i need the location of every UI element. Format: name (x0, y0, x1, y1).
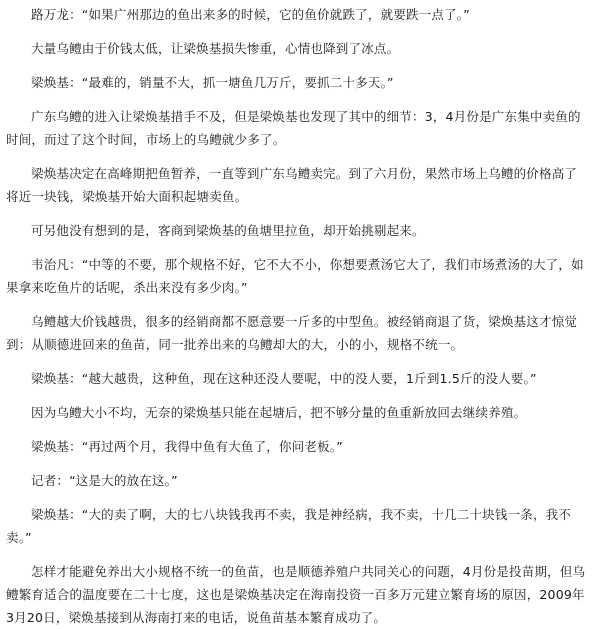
article-paragraph: 梁焕基：“最难的，销量不大，抓一塘鱼几万斤，要抓二十多天。” (31, 75, 394, 90)
article-paragraph: 记者：“这是大的放在这。” (31, 473, 178, 488)
article-paragraph: 怎样才能避免养出大小规格不统一的鱼苗，也是顺德养殖户共同关心的问题，4月份是投苗期，但乌鳢繁育适合的温度要在二十七度，这也是梁焕基决定在海南投资一百多万元建立繁育场的原因，2009年3月20日，梁焕基接到从海南打来的电话，说鱼苗基本繁育成功了。 (6, 564, 586, 625)
paragraph-gap (6, 549, 588, 560)
paragraph-gap (6, 26, 588, 37)
paragraph-gap (6, 94, 588, 105)
article-paragraph: 梁焕基决定在高峰期把鱼暂养，一直等到广东乌鳢卖完。到了六月份，果然市场上乌鳢的价格高了将近一块钱，梁焕基开始大面积起塘卖鱼。 (6, 166, 578, 204)
paragraph-gap (6, 208, 588, 219)
paragraph-gap (6, 356, 588, 367)
article-paragraph: 乌鳢越大价钱越贵，很多的经销商都不愿意要一斤多的中型鱼。被经销商退了货，梁焕基这才惊觉到：从顺德进回来的鱼苗，同一批养出来的乌鳢却大的大，小的小，规格不统一。 (6, 314, 578, 352)
article-paragraph: 大量乌鳢由于价钱太低，让梁焕基损失惨重，心情也降到了冰点。 (31, 41, 400, 56)
paragraph-gap (6, 458, 588, 469)
article-paragraph: 韦治凡：“中等的不要，那个规格不好，它不大不小，你想要煮汤它大了，我们市场煮汤的大了，如果拿来吃鱼片的话呢，杀出来没有多少肉。” (6, 257, 584, 295)
paragraph-gap (6, 390, 588, 401)
article-paragraph: 因为乌鳢大小不均，无奈的梁焕基只能在起塘后，把不够分量的鱼重新放回去继续养殖。 (31, 405, 527, 420)
paragraph-gap (6, 242, 588, 253)
paragraph-gap (6, 424, 588, 435)
paragraph-gap (6, 151, 588, 162)
article-paragraph: 广东乌鳢的进入让梁焕基措手不及，但是梁焕基也发现了其中的细节：3，4月份是广东集中卖鱼的时间，而过了这个时间，市场上的乌鳢就少多了。 (6, 109, 581, 147)
article-paragraph: 可另他没有想到的是，客商到梁焕基的鱼塘里拉鱼，却开始挑剔起来。 (31, 223, 425, 238)
paragraph-gap (6, 492, 588, 503)
article-paragraph: 梁焕基：“大的卖了啊，大的七八块钱我再不卖，我是神经病，我不卖，十几二十块钱一条，我不卖。” (6, 507, 572, 545)
article-paragraph: 梁焕基：“再过两个月，我得中鱼有大鱼了，你问老板。” (31, 439, 343, 454)
paragraph-gap (6, 60, 588, 71)
article-paragraph: 路万龙：“如果广州那边的鱼出来多的时候，它的鱼价就跌了，就要跌一点了。” (31, 7, 470, 22)
article-paragraph: 梁焕基：“越大越贵，这种鱼，现在这种还没人要呢，中的没人要，1斤到1.5斤的没人要。” (31, 371, 537, 386)
paragraph-gap (6, 299, 588, 310)
